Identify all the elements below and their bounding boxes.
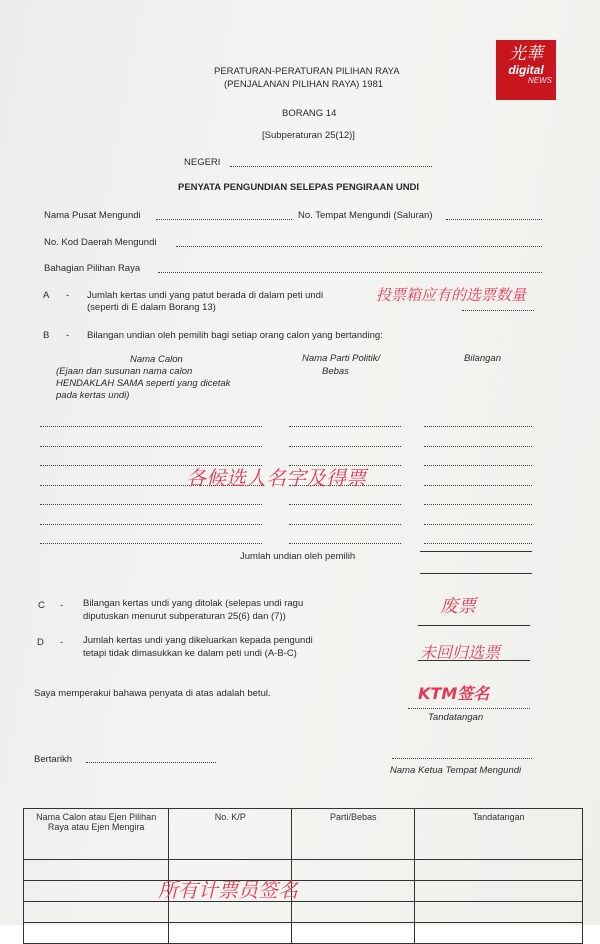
col-nama-note2: HENDAKLAH SAMA seperti yang dicetak bbox=[56, 378, 231, 389]
col-nama-note3: pada kertas undi) bbox=[56, 390, 130, 401]
section-a-line1: Jumlah kertas undi yang patut berada di dalam peti undi bbox=[87, 290, 324, 301]
pusat-mengundi-field[interactable] bbox=[156, 219, 292, 220]
date-label: Bertarikh bbox=[34, 754, 73, 765]
candidate-name-field[interactable] bbox=[40, 446, 262, 447]
candidate-count-field[interactable] bbox=[424, 524, 532, 525]
candidate-count-field[interactable] bbox=[424, 465, 532, 466]
candidate-name-field[interactable] bbox=[40, 426, 262, 427]
table-cell[interactable] bbox=[292, 923, 415, 944]
logo-digital: digital bbox=[508, 63, 544, 77]
candidate-party-field[interactable] bbox=[289, 426, 401, 427]
table-cell[interactable] bbox=[415, 860, 583, 881]
section-d-line2: tetapi tidak dimasukkan ke dalam peti undi (A-B-C) bbox=[83, 648, 297, 659]
candidate-name-field[interactable] bbox=[40, 524, 262, 525]
negeri-label: NEGERI bbox=[184, 157, 221, 168]
section-a-field[interactable] bbox=[462, 310, 534, 311]
table-header-name: Nama Calon atau Ejen Pilihan Raya atau Ejen Mengira bbox=[24, 809, 169, 860]
col-parti-2: Bebas bbox=[322, 366, 349, 377]
candidate-name-field[interactable] bbox=[40, 504, 262, 505]
candidate-party-field[interactable] bbox=[289, 543, 401, 544]
section-c-line1: Bilangan kertas undi yang ditolak (selepas undi ragu bbox=[83, 598, 304, 609]
guanghua-logo bbox=[496, 40, 556, 100]
date-field[interactable] bbox=[86, 762, 216, 763]
col-nama-calon: Nama Calon bbox=[130, 354, 183, 365]
col-parti-1: Nama Parti Politik/ bbox=[302, 353, 381, 364]
candidate-count-field[interactable] bbox=[424, 543, 532, 544]
section-b-letter: B bbox=[43, 330, 50, 341]
section-d-letter: D bbox=[37, 637, 44, 648]
candidate-name-field[interactable] bbox=[40, 543, 262, 544]
section-a-letter: A bbox=[43, 290, 50, 301]
annotation-ballots-expected: 投票箱应有的选票数量 bbox=[376, 286, 527, 304]
section-b-dash: - bbox=[66, 330, 70, 341]
candidate-party-field[interactable] bbox=[289, 504, 401, 505]
candidate-count-field[interactable] bbox=[424, 426, 532, 427]
annotation-rejected: 废票 bbox=[440, 596, 476, 617]
form-number: BORANG 14 bbox=[282, 108, 337, 119]
table-header-kp: No. K/P bbox=[169, 809, 292, 860]
table-row bbox=[24, 923, 583, 944]
section-c-field[interactable] bbox=[418, 625, 530, 626]
section-d-line1: Jumlah kertas undi yang dikeluarkan kepada pengundi bbox=[83, 635, 313, 646]
col-bilangan: Bilangan bbox=[464, 353, 501, 364]
table-cell[interactable] bbox=[292, 881, 415, 902]
table-cell[interactable] bbox=[169, 923, 292, 944]
ketua-field[interactable] bbox=[392, 758, 532, 759]
table-cell[interactable] bbox=[24, 860, 169, 881]
ketua-label: Nama Ketua Tempat Mengundi bbox=[390, 765, 522, 776]
annotation-ktm: KTM签名 bbox=[418, 684, 490, 703]
annotation-counters: 所有计票员签名 bbox=[158, 878, 298, 902]
declaration-text: Saya memperakui bahawa penyata di atas adalah betul. bbox=[34, 688, 271, 699]
header-line2: (PENJALANAN PILIHAN RAYA) 1981 bbox=[224, 79, 384, 90]
annotation-unreturned: 未回归选票 bbox=[420, 643, 501, 662]
table-cell[interactable] bbox=[24, 923, 169, 944]
table-header-row bbox=[24, 809, 583, 860]
negeri-field[interactable] bbox=[230, 166, 432, 167]
table-row bbox=[24, 860, 583, 881]
table-row bbox=[24, 881, 583, 902]
tempat-mengundi-label: No. Tempat Mengundi (Saluran) bbox=[298, 210, 433, 221]
section-c-dash: - bbox=[60, 600, 64, 611]
header-line1: PERATURAN-PERATURAN PILIHAN RAYA bbox=[214, 66, 400, 77]
candidate-count-field[interactable] bbox=[424, 504, 532, 505]
table-row bbox=[24, 902, 583, 923]
table-cell[interactable] bbox=[415, 923, 583, 944]
tempat-mengundi-field[interactable] bbox=[446, 219, 542, 220]
table-header-tandatangan: Tandatangan bbox=[415, 809, 583, 860]
section-a-dash: - bbox=[66, 290, 70, 301]
table-cell[interactable] bbox=[169, 902, 292, 923]
section-d-dash: - bbox=[60, 637, 64, 648]
section-b-text: Bilangan undian oleh pemilih bagi setiap orang calon yang bertanding: bbox=[87, 330, 383, 341]
candidate-party-field[interactable] bbox=[289, 524, 401, 525]
candidate-party-field[interactable] bbox=[289, 446, 401, 447]
candidate-count-field[interactable] bbox=[424, 485, 532, 486]
logo-news: NEWS bbox=[528, 76, 552, 85]
table-header-parti: Parti/Bebas bbox=[292, 809, 415, 860]
candidate-count-field[interactable] bbox=[424, 446, 532, 447]
total-label: Jumlah undian oleh pemilih bbox=[240, 551, 356, 562]
table-cell[interactable] bbox=[24, 881, 169, 902]
form-title: PENYATA PENGUNDIAN SELEPAS PENGIRAAN UNDI bbox=[178, 182, 420, 193]
bahagian-field[interactable] bbox=[158, 272, 542, 273]
kod-daerah-label: No. Kod Daerah Mengundi bbox=[44, 237, 157, 248]
section-c-letter: C bbox=[38, 600, 45, 611]
table-cell[interactable] bbox=[24, 902, 169, 923]
pusat-mengundi-label: Nama Pusat Mengundi bbox=[44, 210, 141, 221]
logo-chinese: 光華 bbox=[509, 44, 543, 64]
table-cell[interactable] bbox=[292, 860, 415, 881]
annotation-candidates: 各候选人名字及得票 bbox=[186, 466, 366, 490]
subrule: [Subperaturan 25(12)] bbox=[262, 130, 355, 141]
table-cell[interactable] bbox=[292, 902, 415, 923]
table-cell[interactable] bbox=[415, 902, 583, 923]
signature-label: Tandatangan bbox=[428, 712, 484, 723]
kod-daerah-field[interactable] bbox=[176, 246, 542, 247]
col-nama-note1: (Ejaan dan susunan nama calon bbox=[56, 366, 193, 377]
table-cell[interactable] bbox=[415, 881, 583, 902]
total-field[interactable] bbox=[420, 573, 532, 574]
section-a-line2: (seperti di E dalam Borang 13) bbox=[87, 302, 216, 313]
count-subtotal-line bbox=[420, 551, 532, 552]
section-c-line2: diputuskan menurut subperaturan 25(6) dan (7)) bbox=[83, 611, 286, 622]
counters-signature-table bbox=[23, 808, 583, 944]
signature-field[interactable] bbox=[408, 708, 530, 709]
bahagian-label: Bahagian Pilihan Raya bbox=[44, 263, 141, 274]
